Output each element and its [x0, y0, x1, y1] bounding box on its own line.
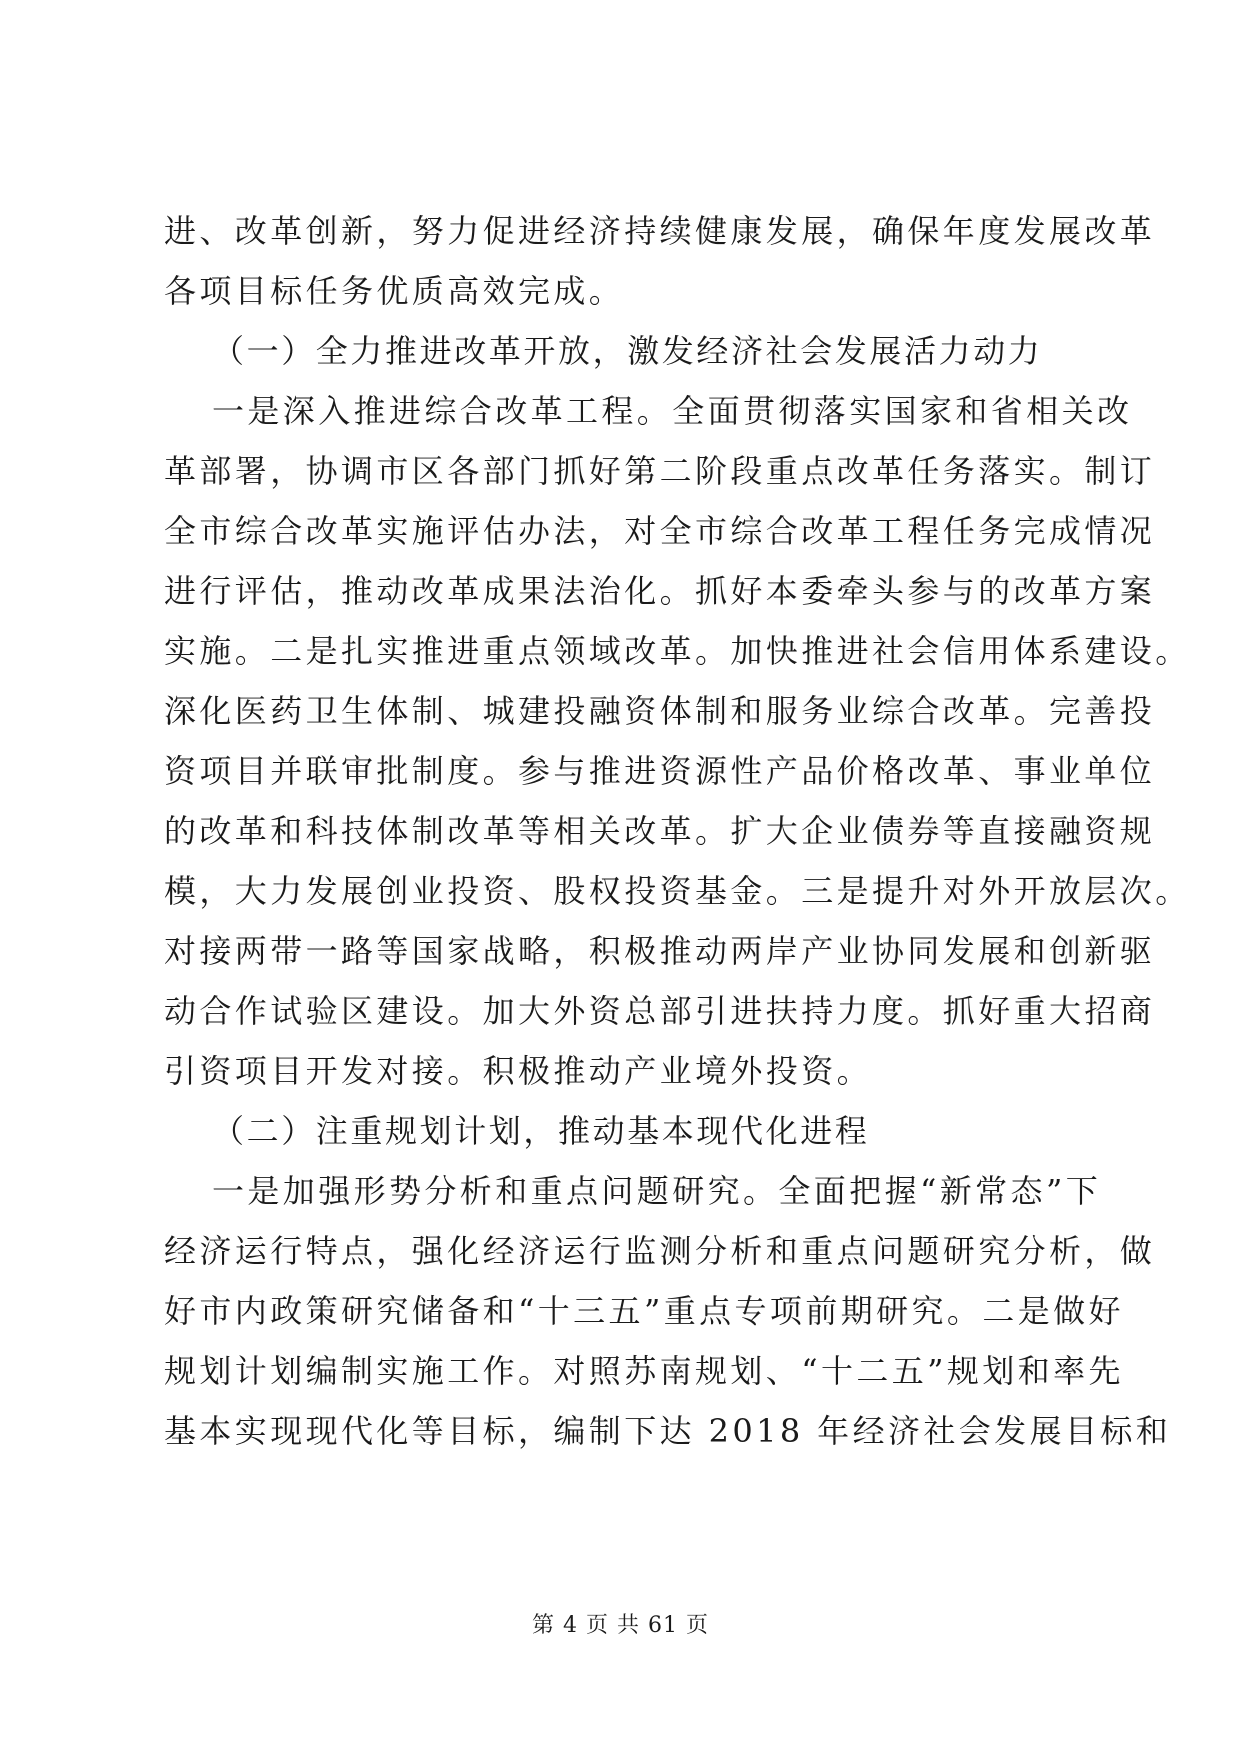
body-text-line: 深化医药卫生体制、城建投融资体制和服务业综合改革。完善投 — [164, 692, 1156, 730]
body-text-line: 基本实现现代化等目标，编制下达 2018 年经济社会发展目标和 — [164, 1412, 1172, 1450]
body-text-line: 引资项目开发对接。积极推动产业境外投资。 — [164, 1052, 873, 1090]
section-heading: （二）注重规划计划，推动基本现代化进程 — [212, 1112, 870, 1150]
body-text-line: 对接两带一路等国家战略，积极推动两岸产业协同发展和创新驱 — [164, 932, 1156, 970]
paragraph-first-line: 一是加强形势分析和重点问题研究。全面把握“新常态”下 — [212, 1172, 1102, 1210]
body-text-line: 经济运行特点，强化经济运行监测分析和重点问题研究分析，做 — [164, 1232, 1156, 1270]
body-text-line: 模，大力发展创业投资、股权投资基金。三是提升对外开放层次。 — [164, 872, 1191, 910]
body-text-line: 好市内政策研究储备和“十三五”重点专项前期研究。二是做好 — [164, 1292, 1124, 1330]
body-text-line: 进行评估，推动改革成果法治化。抓好本委牵头参与的改革方案 — [164, 572, 1156, 610]
page-footer: 第 4 页 共 61 页 — [532, 1613, 709, 1638]
section-heading: （一）全力推进改革开放，激发经济社会发展活力动力 — [212, 332, 1043, 370]
body-text-line: 资项目并联审批制度。参与推进资源性产品价格改革、事业单位 — [164, 752, 1156, 790]
body-text-line: 规划计划编制实施工作。对照苏南规划、“十二五”规划和率先 — [164, 1352, 1124, 1390]
paragraph-first-line: 一是深入推进综合改革工程。全面贯彻落实国家和省相关改 — [212, 392, 1133, 430]
body-text-line: 进、改革创新，努力促进经济持续健康发展，确保年度发展改革 — [164, 212, 1156, 250]
body-text-line: 革部署，协调市区各部门抓好第二阶段重点改革任务落实。制订 — [164, 452, 1156, 490]
body-text-line: 各项目标任务优质高效完成。 — [164, 272, 625, 310]
body-text-line: 实施。二是扎实推进重点领域改革。加快推进社会信用体系建设。 — [164, 632, 1191, 670]
body-text-line: 的改革和科技体制改革等相关改革。扩大企业债券等直接融资规 — [164, 812, 1156, 850]
body-text-line: 动合作试验区建设。加大外资总部引进扶持力度。抓好重大招商 — [164, 992, 1156, 1030]
body-text-line: 全市综合改革实施评估办法，对全市综合改革工程任务完成情况 — [164, 512, 1156, 550]
